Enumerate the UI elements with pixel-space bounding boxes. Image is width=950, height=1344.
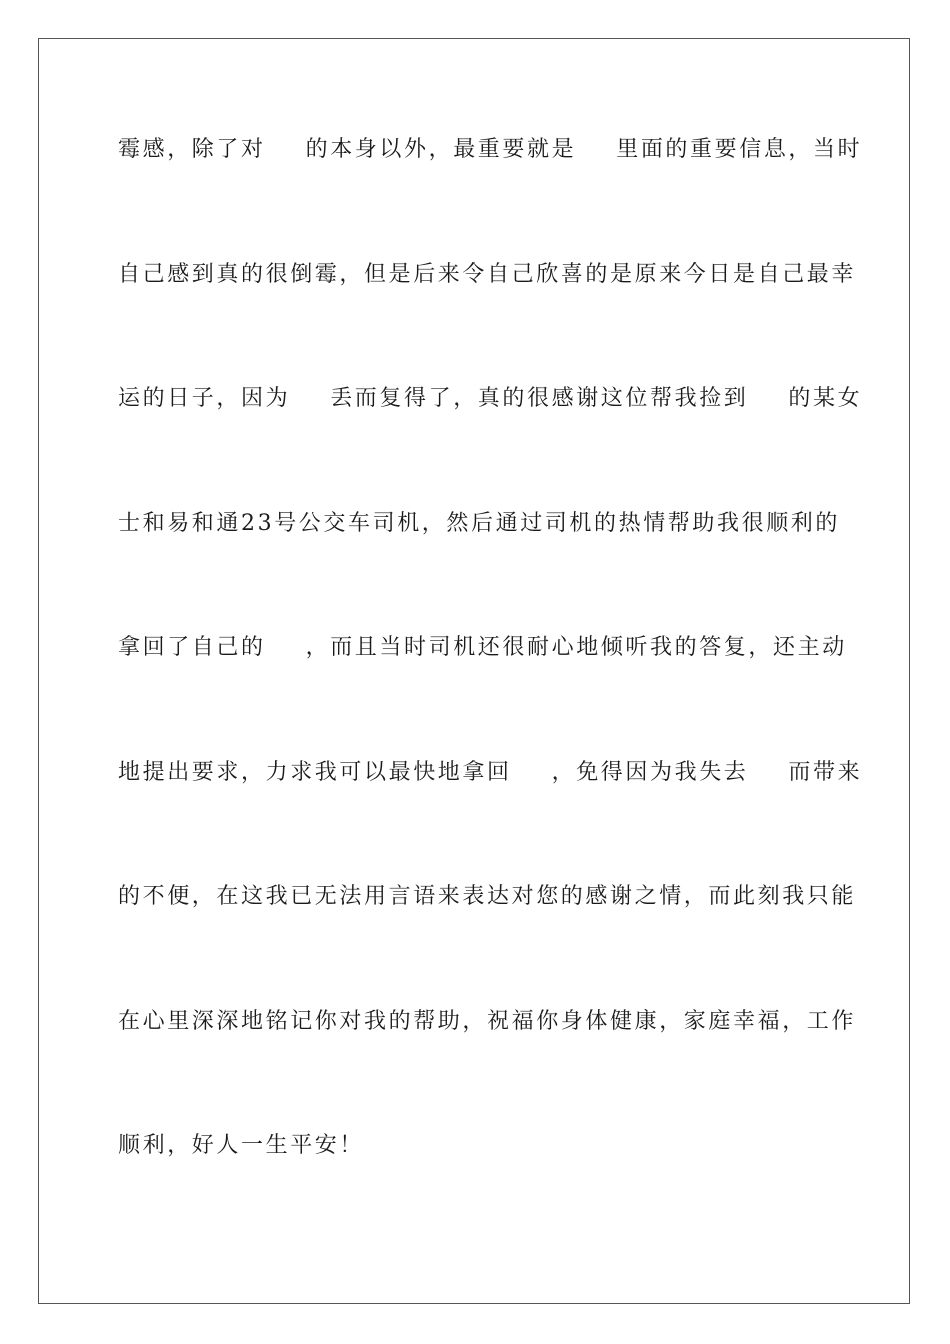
line-segment: 的本身以外，最重要就是: [305, 137, 577, 162]
line-segment: 霉感，除了对: [118, 137, 266, 162]
line-segment: 的不便，在这我已无法用言语来表达对您的感谢之情，而此刻我只能: [118, 884, 857, 909]
blank-gap: [748, 388, 788, 410]
text-line-2: [118, 249, 857, 374]
text-line-6: [118, 747, 863, 872]
blank-gap: [290, 388, 330, 410]
line-segment: 里面的重要信息，当时: [616, 137, 863, 162]
line-segment: 丢而复得了，真的很感谢这位帮我捡到: [330, 386, 749, 411]
document-body: [118, 124, 863, 1245]
blank-gap: [266, 637, 306, 659]
text-line-7: [118, 871, 857, 996]
line-segment: 而带来: [788, 759, 863, 785]
line-segment: ，而且当时司机还很耐心地倾听我的答复，还主动: [305, 635, 847, 660]
text-line-4: [118, 498, 840, 623]
line-segment: 顺利，好人一生平安！: [118, 1133, 365, 1158]
line-segment: 运的日子，因为: [118, 386, 291, 411]
line-segment: 士和易和通23号公交车司机，然后通过司机的热情帮助我很顺利的: [118, 510, 840, 536]
text-line-5: [118, 622, 847, 747]
line-segment: ，免得因为我失去: [551, 759, 749, 785]
line-segment: 自己感到真的很倒霉，但是后来令自己欣喜的是原来今日是自己最幸: [118, 261, 857, 287]
line-segment: 地提出要求，力求我可以最快地拿回: [118, 759, 512, 785]
line-segment: 在心里深深地铭记你对我的帮助，祝福你身体健康，家庭幸福，工作: [118, 1008, 857, 1034]
line-segment: 拿回了自己的: [118, 635, 266, 660]
blank-gap: [748, 762, 788, 784]
blank-gap: [512, 762, 552, 784]
text-line-3: [118, 373, 863, 498]
blank-gap: [266, 139, 306, 161]
text-line-9: [118, 1120, 832, 1245]
blank-gap: [576, 139, 616, 161]
line-segment: 的某女: [788, 386, 863, 411]
text-line-1: [118, 124, 863, 249]
text-line-8: [118, 996, 857, 1121]
